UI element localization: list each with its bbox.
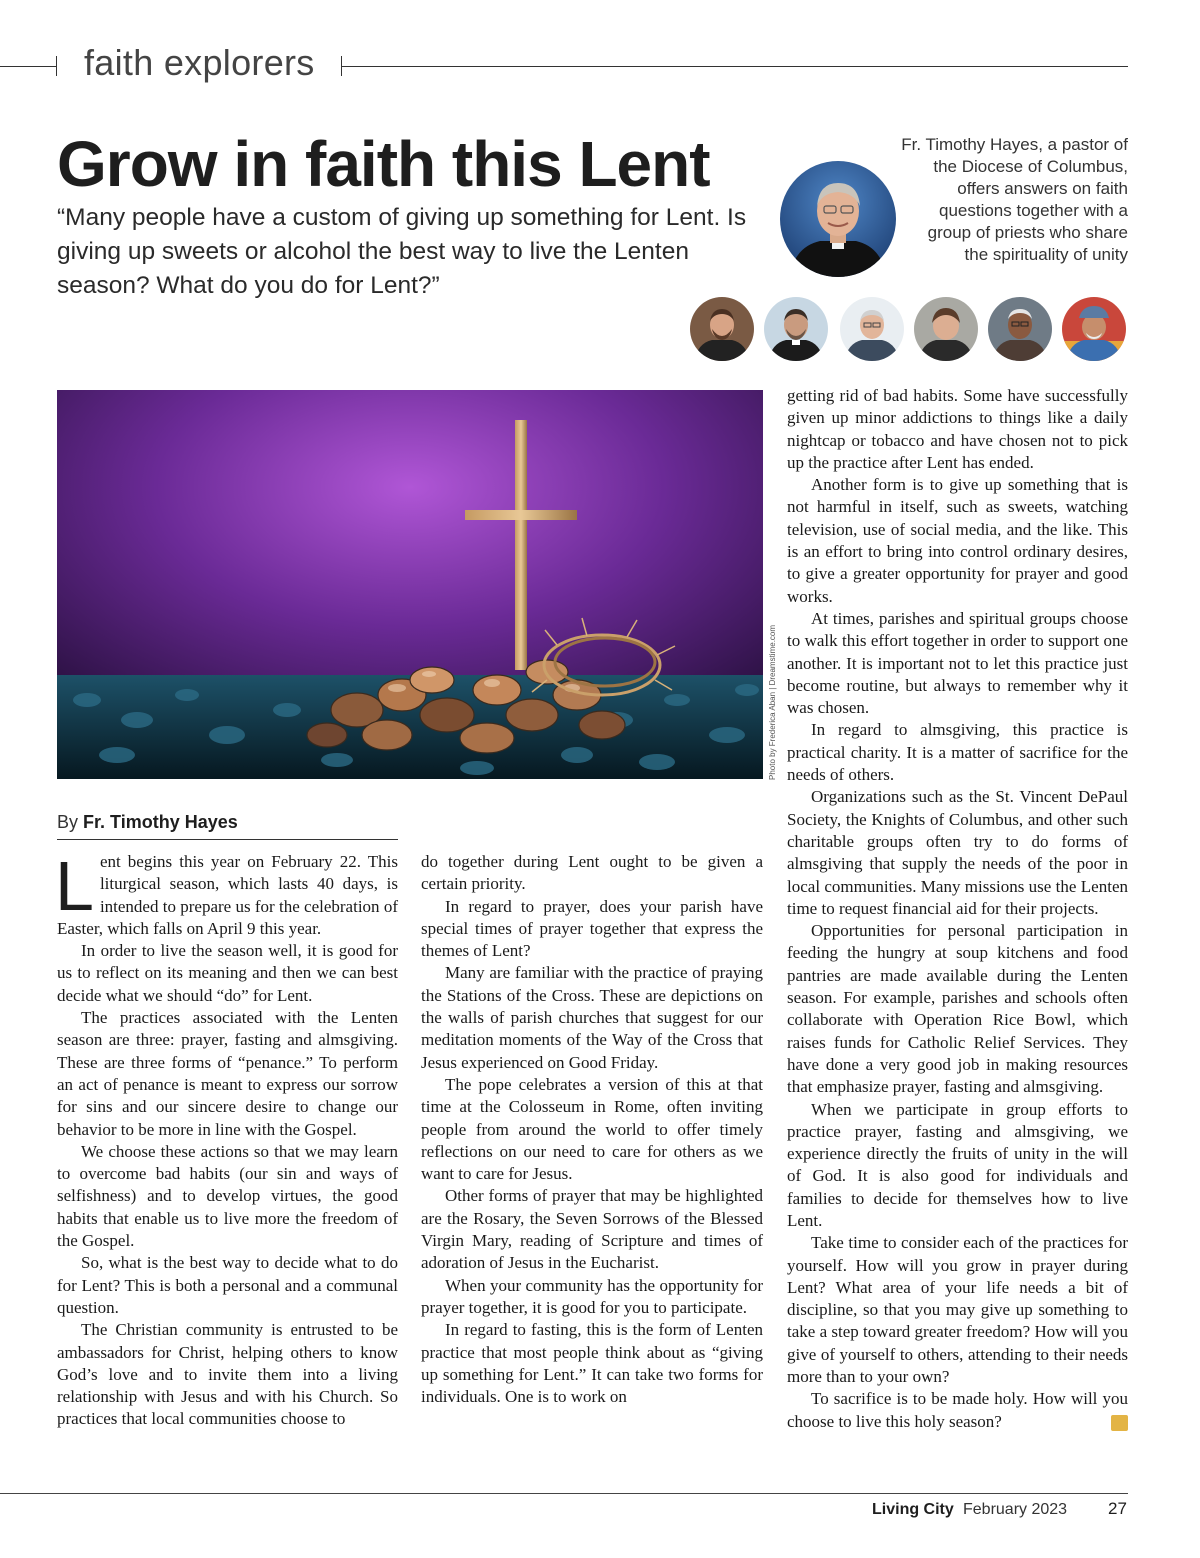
article-paragraph: Lent begins this year on February 22. This liturgical season, which lasts 40 days, is intended to prepare us for the celebration of Easter, which falls on April 9 this year. (55, 847, 398, 938)
article-paragraph: Many are familiar with the practice of praying the Stations of the Cross. These are depictions on the walls of parish churches that suggest for our meditation moments of the Way of the Cross that Jesus experienced on Good Friday. (421, 963, 763, 1072)
priest-photo-5 (988, 297, 1052, 361)
article-paragraph: So, what is the best way to decide what to do for Lent? This is both a personal and a communal question. (57, 1253, 398, 1317)
article-column-3 (787, 385, 1148, 1433)
article-paragraph: do together during Lent ought to be given a certain priority. (421, 852, 763, 894)
article-dek: “Many people have a custom of giving up something for Lent. Is giving up sweets or alcohol the best way to live the Lenten season? What do you do for Lent?” (57, 204, 747, 299)
article-paragraph: Take time to consider each of the practices for yourself. How will you grow in prayer during Lent? What area of your life needs a bit of discipline, so that you may give up something to take a step toward greater freedom? How will you give of yourself to others, attending to their needs more than to your own? (787, 1233, 1128, 1387)
article-paragraph: The pope celebrates a version of this at that time at the Colosseum in Rome, often inviting people from around the world to offer timely reflections on our need to care for others as we want to care for Jesus. (421, 1074, 763, 1184)
photo-credit: Photo by Frederica Aban | Dreamstime.com (768, 624, 777, 780)
end-mark-logo: LC (1111, 1415, 1128, 1431)
footer-magazine-name: Living City (872, 1501, 954, 1518)
byline-author: Fr. Timothy Hayes (83, 812, 238, 832)
article-paragraph: In order to live the season well, it is good for us to reflect on its meaning and then we can best decide what we should “do” for Lent. (57, 941, 398, 1005)
priest-photo-3 (840, 297, 904, 361)
priest-photo-4 (914, 297, 978, 361)
article-paragraph: To sacrifice is to be made holy. How will you choose to live this holy season? LC (787, 1389, 1148, 1431)
article-paragraph: In regard to almsgiving, this practice is practical charity. It is a matter of sacrifice for the needs of others. (787, 720, 1128, 785)
article-paragraph: At times, parishes and spiritual groups choose to walk this effort together in order to support one another. It is important not to let this practice just become routine, but always to remember why it was chosen. (787, 608, 1128, 718)
article-paragraph: In regard to fasting, this is the form of Lenten practice that most people think about as “giving up something for Lent.” It can take two forms for individuals. One is to work on (421, 1320, 763, 1407)
article-paragraph: Another form is to give up something that is not harmful in itself, such as sweets, watching television, use of social media, and the like. This is an effort to bring into control ordinary desires, to give a greater opportunity for prayer and good works. (787, 475, 1128, 606)
article-paragraph: We choose these actions so that we may learn to overcome bad habits (our sin and ways of selfishness) and to develop virtues, the good habits that enable us to live more the freedom of the Gospel. (57, 1141, 398, 1251)
section-label: faith explorers (84, 42, 315, 83)
article-headline: Grow in faith this Lent (57, 128, 710, 200)
footer-rule (0, 1493, 1128, 1494)
article-paragraph: The practices associated with the Lenten season are three: prayer, fasting and almsgiving. These are three forms of “penance.” To perform an act of penance is meant to express our sorrow for sins and our sincere desire to change our behavior to be more in line with the Gospel. (57, 1008, 398, 1139)
byline-prefix: By (57, 812, 79, 832)
drop-cap: L (55, 847, 94, 925)
article-column-2 (421, 851, 763, 1408)
header-rule-left (0, 66, 56, 67)
header-rule-right (342, 66, 1128, 67)
author-photo (780, 161, 896, 277)
author-bio: Fr. Timothy Hayes, a pastor of the Diocese of Columbus, offers answers on faith questions together with a group of priests who share the spirituality of unity (901, 135, 1128, 264)
article-paragraph: In regard to prayer, does your parish have special times of prayer together that express the themes of Lent? (421, 896, 763, 961)
article-paragraph: When your community has the opportunity for prayer together, it is good for you to participate. (421, 1275, 763, 1317)
article-column-1 (55, 847, 398, 1431)
page-number: 27 (1108, 1499, 1127, 1518)
article-paragraph: Organizations such as the St. Vincent DePaul Society, the Knights of Columbus, and other such charitable groups often try to do forms of almsgiving that supply the needs of the poor in local communities. Many missions use the Lenten time to request financial aid for their projects. (787, 787, 1128, 918)
article-paragraph: The Christian community is entrusted to be ambassadors for Christ, helping others to know God’s love and to invite them into a living relationship with Jesus and with his Church. So practices that local communities choose to (57, 1320, 398, 1429)
article-paragraph: Opportunities for personal participation in feeding the hungry at soup kitchens and food pantries are made available during the Lenten season. For example, parishes and schools often collaborate with Operation Rice Bowl, which raises funds for Catholic Relief Services. They have done a very good job in making resources that emphasize prayer, fasting and almsgiving. (787, 921, 1128, 1097)
article-paragraph: Other forms of prayer that may be highlighted are the Rosary, the Seven Sorrows of the Blessed Virgin Mary, reading of Scripture and times of adoration of Jesus in the Eucharist. (421, 1186, 763, 1273)
footer-issue-date: February 2023 (963, 1501, 1068, 1518)
hero-photo-cross (57, 390, 763, 779)
priest-photo-1 (690, 297, 754, 361)
header-rule-tick-left (56, 56, 57, 76)
article-paragraph: When we participate in group efforts to practice prayer, fasting and almsgiving, we experience directly the fruits of unity in the will of God. It is also good for individuals and families to decide for themselves how to live Lent. (787, 1099, 1128, 1230)
priest-photo-6 (1062, 297, 1126, 361)
priest-photo-2 (764, 297, 828, 361)
byline (57, 812, 398, 840)
article-paragraph: getting rid of bad habits. Some have successfully given up minor addictions to things like a daily nightcap or tobacco and have chosen not to pick up the practice after Lent has ended. (787, 386, 1128, 472)
